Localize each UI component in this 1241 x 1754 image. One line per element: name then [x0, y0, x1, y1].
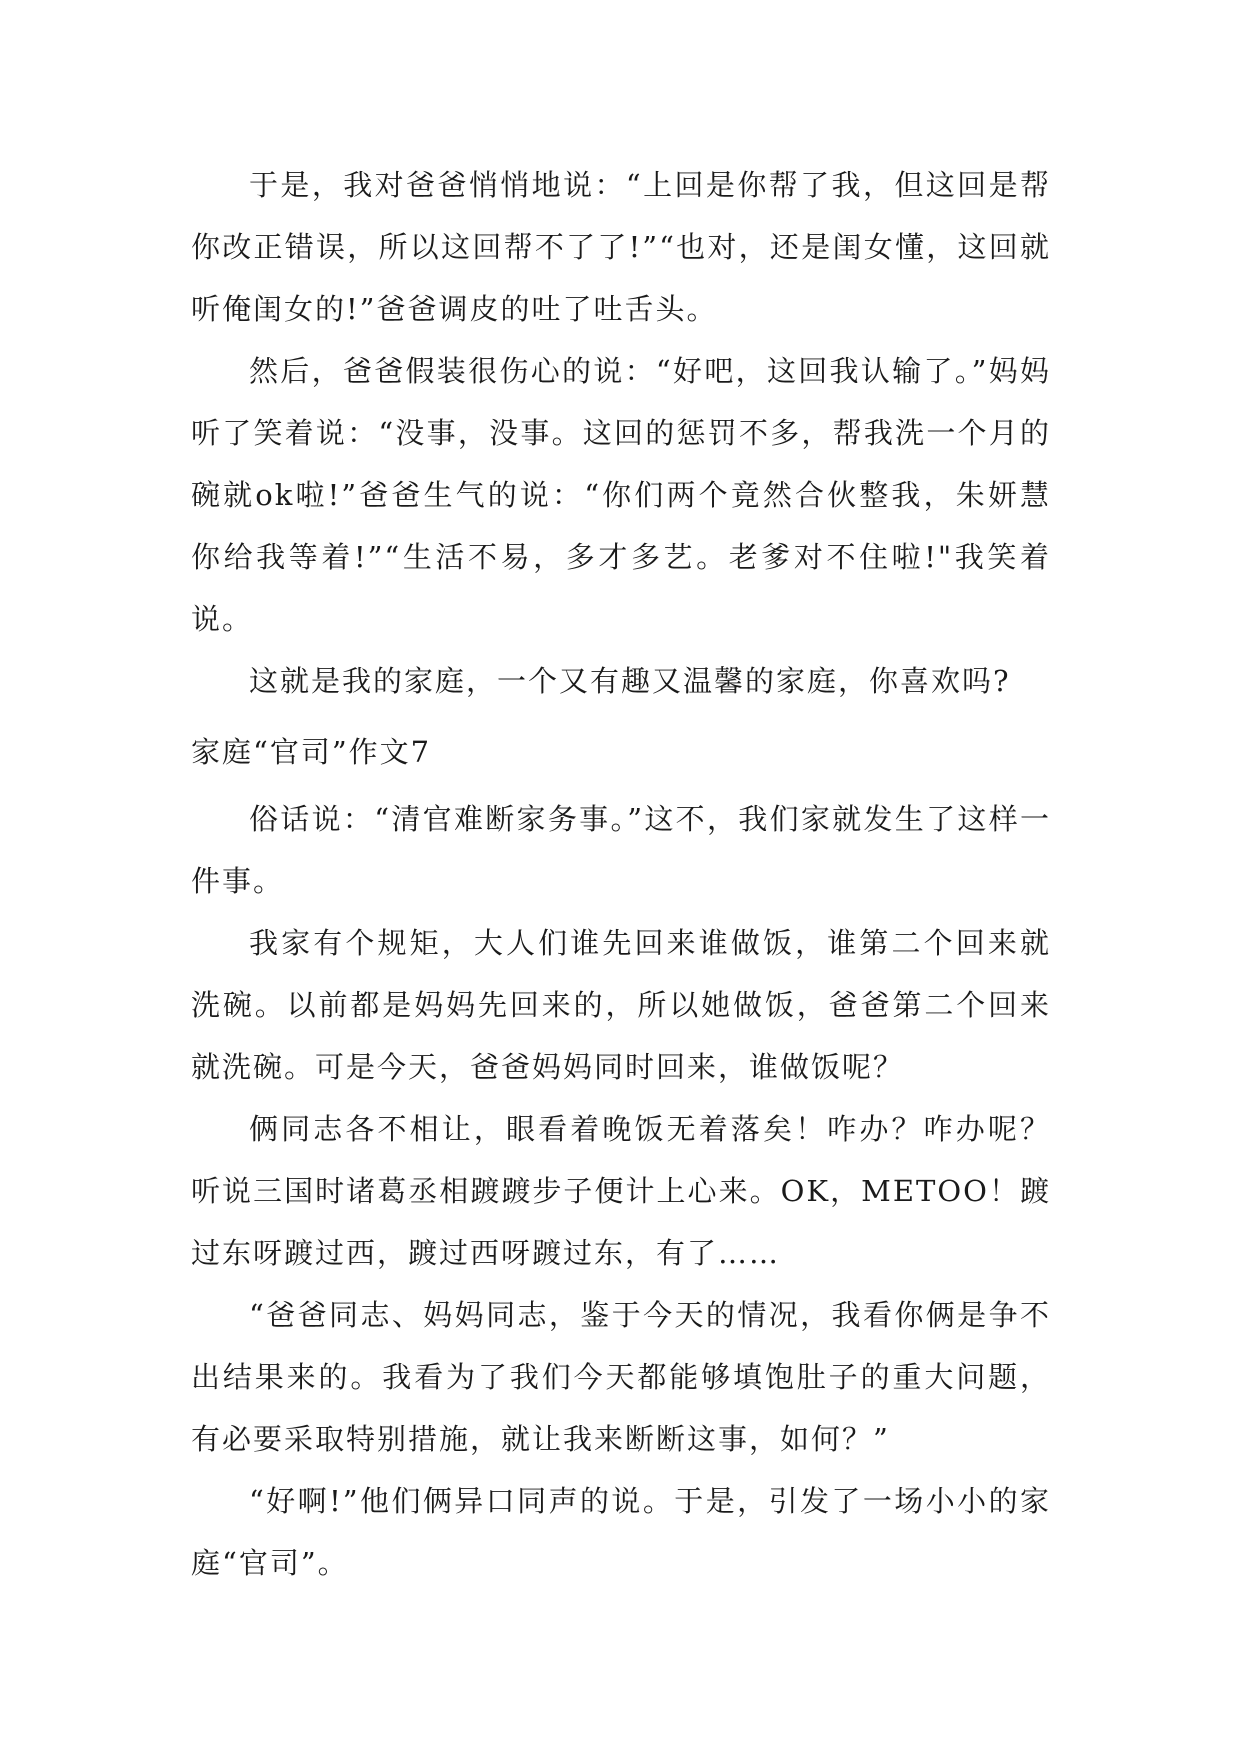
story-continuation [191, 154, 1051, 712]
paragraph: 这就是我的家庭，一个又有趣又温馨的家庭，你喜欢吗? [249, 664, 1011, 698]
essay-title: 家庭“官司”作文7 [191, 735, 432, 769]
paragraph: “好啊!”他们俩异口同声的说。于是，引发了一场小小的家庭“官司”。 [191, 1484, 1051, 1580]
essay-section [191, 730, 1051, 1594]
paragraph: “爸爸同志、妈妈同志，鉴于今天的情况，我看你俩是争不出结果来的。我看为了我们今天都能够填饱肚子的重大问题，有必要采取特别措施，就让我来断断这事，如何？” [191, 1298, 1051, 1456]
paragraph: 于是，我对爸爸悄悄地说：“上回是你帮了我，但这回是帮你改正错误，所以这回帮不了了!”“也对，还是闺女懂，这回就听俺闺女的!”爸爸调皮的吐了吐舌头。 [191, 168, 1051, 326]
paragraph: 然后，爸爸假装很伤心的说：“好吧，这回我认输了。”妈妈听了笑着说：“没事，没事。这回的惩罚不多，帮我洗一个月的碗就ok啦!”爸爸生气的说：“你们两个竟然合伙整我，朱妍慧你给我等着!”“生活不易，多才多艺。老爹对不住啦!"我笑着说。 [191, 354, 1051, 636]
paragraph: 俩同志各不相让，眼看着晚饭无着落矣！咋办？咋办呢？听说三国时诸葛丞相踱踱步子便计上心来。OK，METOO！踱过东呀踱过西，踱过西呀踱过东，有了…… [191, 1112, 1051, 1270]
paragraph: 俗话说：“清官难断家务事。”这不，我们家就发生了这样一件事。 [191, 802, 1051, 898]
title-spacer [191, 774, 1051, 788]
paragraph: 我家有个规矩，大人们谁先回来谁做饭，谁第二个回来就洗碗。以前都是妈妈先回来的，所以她做饭，爸爸第二个回来就洗碗。可是今天，爸爸妈妈同时回来，谁做饭呢？ [191, 926, 1051, 1084]
